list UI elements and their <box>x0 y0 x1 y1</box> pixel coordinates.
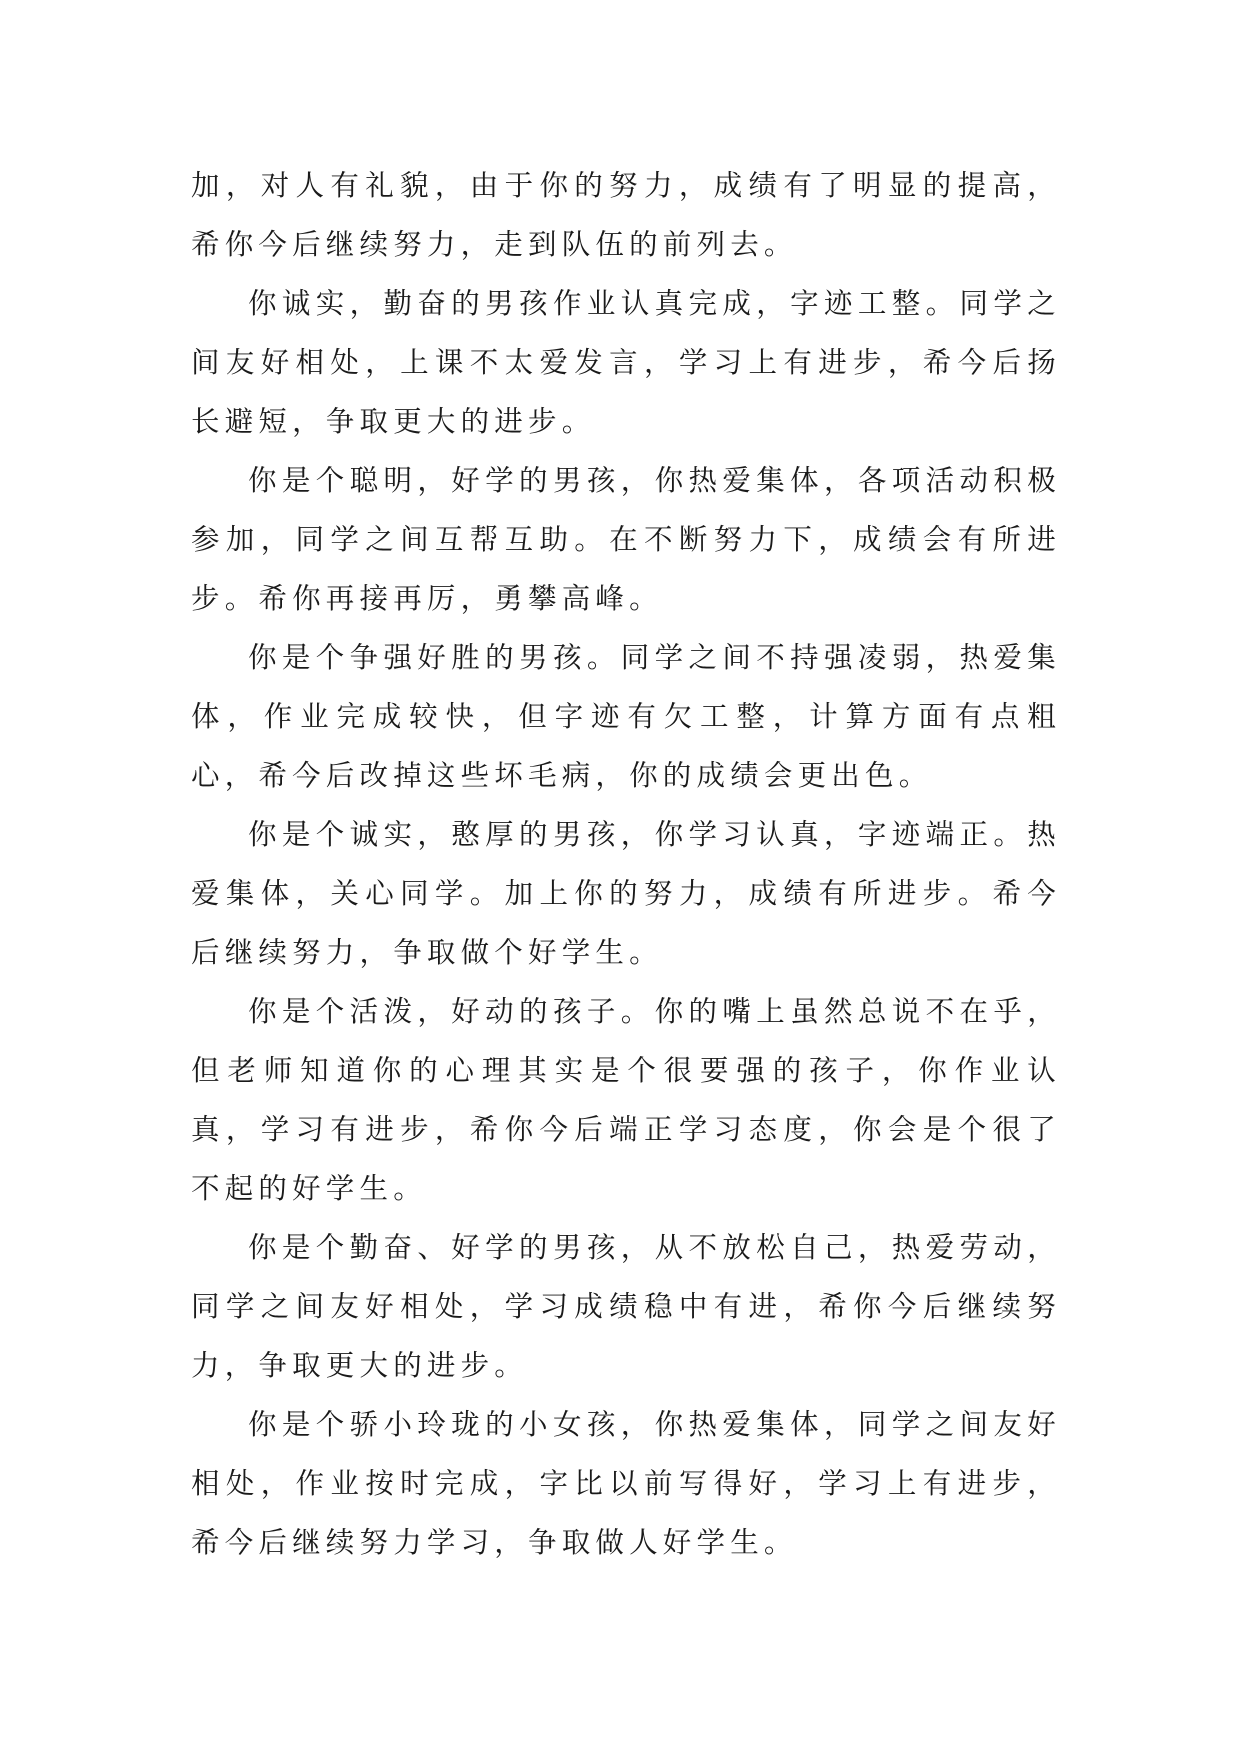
paragraph: 你是个勤奋、好学的男孩，从不放松自己，热爱劳动，同学之间友好相处，学习成绩稳中有进，希你今后继续努力，争取更大的进步。 <box>191 1231 1061 1382</box>
paragraph: 你是个活泼，好动的孩子。你的嘴上虽然总说不在乎，但老师知道你的心理其实是个很要强的孩子，你作业认真，学习有进步，希你今后端正学习态度，你会是个很了不起的好学生。 <box>191 995 1061 1205</box>
paragraph: 你是个争强好胜的男孩。同学之间不持强凌弱，热爱集体，作业完成较快，但字迹有欠工整，计算方面有点粗心，希今后改掉这些坏毛病，你的成绩会更出色。 <box>191 641 1061 792</box>
paragraph: 你诚实，勤奋的男孩作业认真完成，字迹工整。同学之间友好相处，上课不太爱发言，学习上有进步，希今后扬长避短，争取更大的进步。 <box>191 287 1061 438</box>
paragraph: 你是个聪明，好学的男孩，你热爱集体，各项活动积极参加，同学之间互帮互助。在不断努力下，成绩会有所进步。希你再接再厉，勇攀高峰。 <box>191 464 1061 615</box>
document-body <box>191 156 1061 1572</box>
paragraph: 你是个诚实，憨厚的男孩，你学习认真，字迹端正。热爱集体，关心同学。加上你的努力，成绩有所进步。希今后继续努力，争取做个好学生。 <box>191 818 1061 969</box>
paragraph: 加，对人有礼貌，由于你的努力，成绩有了明显的提高，希你今后继续努力，走到队伍的前列去。 <box>191 169 1061 261</box>
paragraph: 你是个骄小玲珑的小女孩，你热爱集体，同学之间友好相处，作业按时完成，字比以前写得好，学习上有进步，希今后继续努力学习，争取做人好学生。 <box>191 1408 1061 1559</box>
